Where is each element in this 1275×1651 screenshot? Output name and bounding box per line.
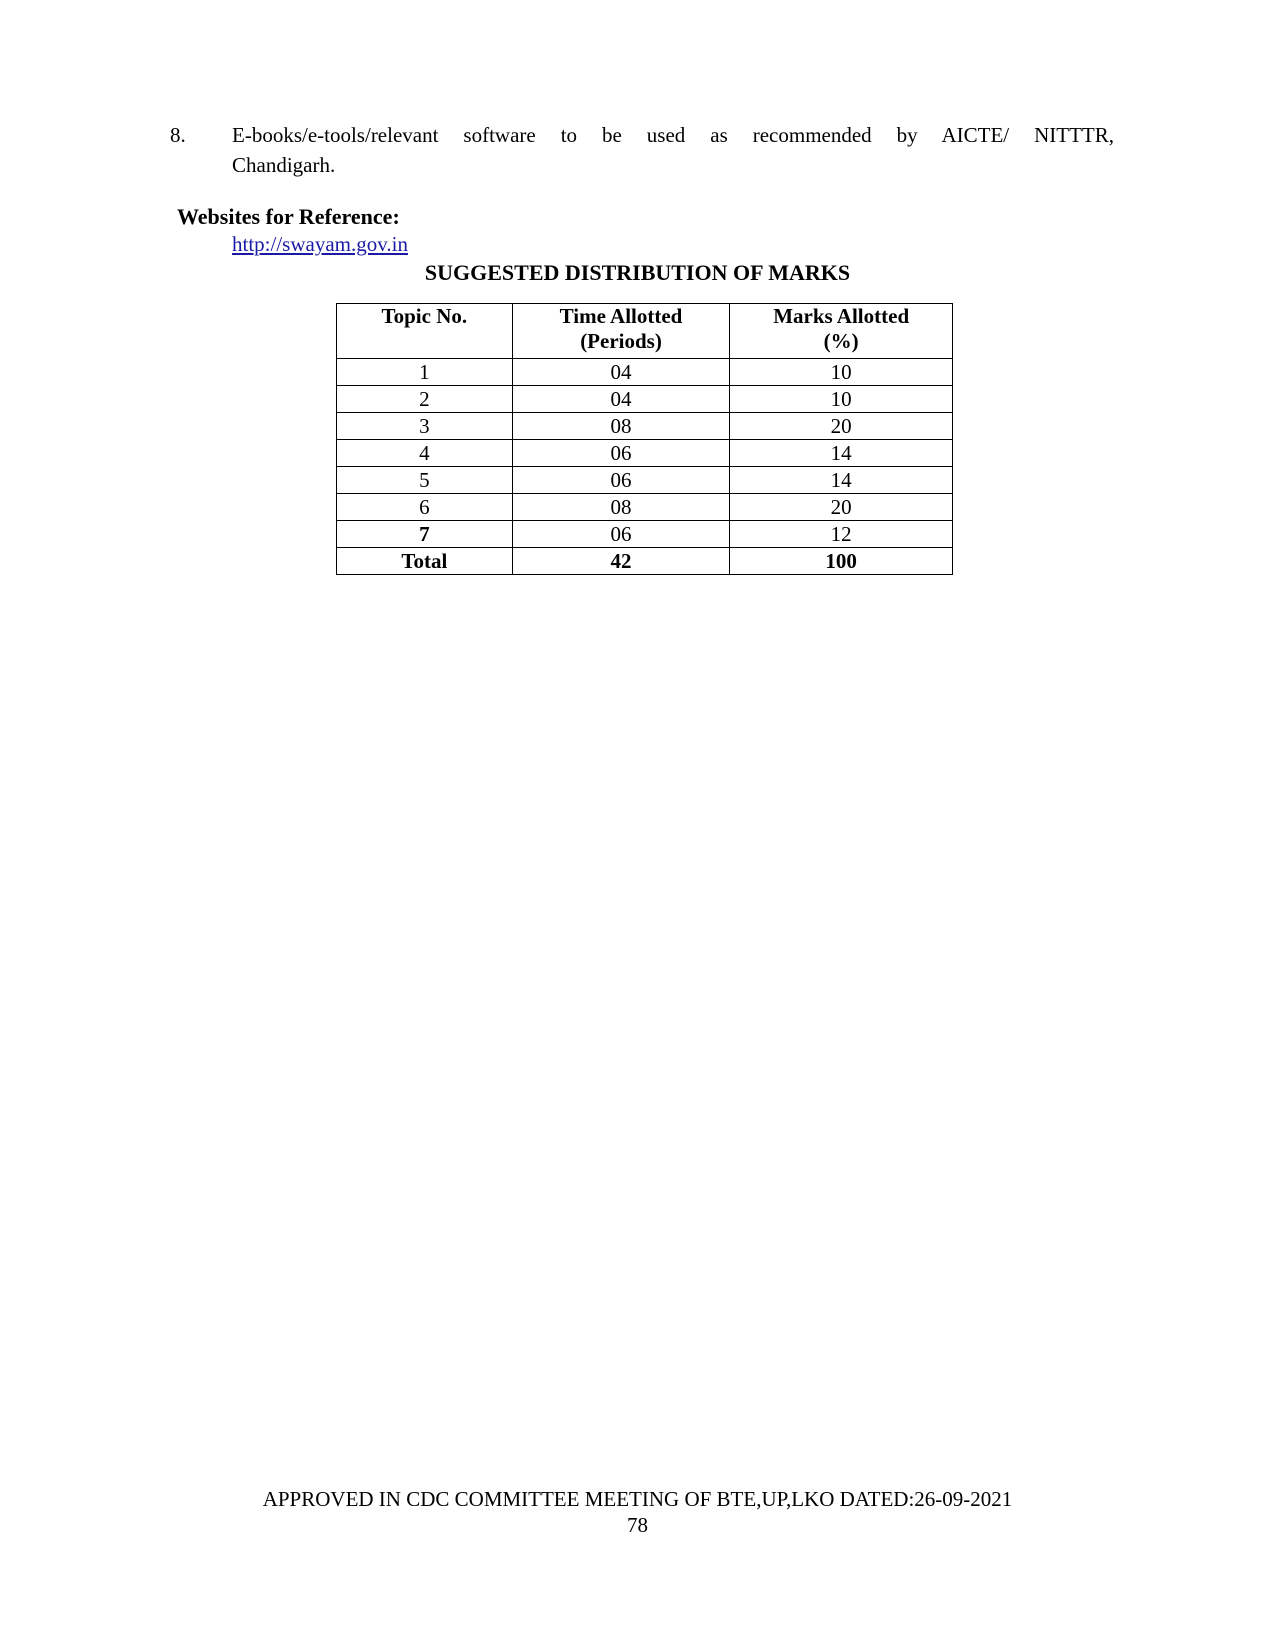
header-marks-line-1: Marks Allotted xyxy=(773,304,910,328)
time-cell: 06 xyxy=(512,521,730,548)
time-cell: 04 xyxy=(512,386,730,413)
marks-cell: 20 xyxy=(730,413,953,440)
list-item-line-1: E-books/e-tools/relevant software to be used as recommended by AICTE/ NITTTR, xyxy=(232,123,1114,147)
table-row xyxy=(337,359,953,386)
table-row xyxy=(337,386,953,413)
header-time-line-2: (Periods) xyxy=(580,329,662,353)
table-row xyxy=(337,467,953,494)
header-time-line-1: Time Allotted xyxy=(559,304,683,328)
header-topic-no xyxy=(337,304,513,359)
total-label: Total xyxy=(337,548,513,575)
total-time: 42 xyxy=(512,548,730,575)
header-time-allotted xyxy=(512,304,730,359)
table-row xyxy=(337,521,953,548)
time-cell: 08 xyxy=(512,494,730,521)
marks-cell: 10 xyxy=(730,359,953,386)
topic-cell: 7 xyxy=(337,521,513,548)
marks-distribution-table xyxy=(336,303,953,575)
header-marks-line-2: (%) xyxy=(823,329,859,353)
swayam-link[interactable]: http://swayam.gov.in xyxy=(232,232,408,256)
topic-cell: 3 xyxy=(337,413,513,440)
table-row xyxy=(337,494,953,521)
table-header-row xyxy=(337,304,953,359)
marks-cell: 20 xyxy=(730,494,953,521)
marks-cell: 14 xyxy=(730,467,953,494)
list-item-text xyxy=(232,120,1114,180)
table-title: SUGGESTED DISTRIBUTION OF MARKS xyxy=(424,260,851,285)
header-marks-allotted xyxy=(730,304,953,359)
time-cell: 08 xyxy=(512,413,730,440)
time-cell: 06 xyxy=(512,440,730,467)
topic-cell: 4 xyxy=(337,440,513,467)
list-item-8 xyxy=(170,120,1114,180)
list-number: 8. xyxy=(170,123,186,147)
approval-footer: APPROVED IN CDC COMMITTEE MEETING OF BTE,UP,LKO DATED:26-09-2021 xyxy=(262,1487,1013,1511)
total-marks: 100 xyxy=(730,548,953,575)
table-row xyxy=(337,413,953,440)
marks-cell: 10 xyxy=(730,386,953,413)
topic-cell: 2 xyxy=(337,386,513,413)
header-topic-no-label: Topic No. xyxy=(381,304,468,328)
time-cell: 06 xyxy=(512,467,730,494)
references-heading: Websites for Reference: xyxy=(177,204,400,229)
marks-cell: 12 xyxy=(730,521,953,548)
table-row xyxy=(337,440,953,467)
table-total-row xyxy=(337,548,953,575)
page-number: 78 xyxy=(627,1513,648,1537)
topic-cell: 1 xyxy=(337,359,513,386)
list-item-line-2: Chandigarh. xyxy=(232,153,336,177)
marks-cell: 14 xyxy=(730,440,953,467)
topic-cell: 6 xyxy=(337,494,513,521)
topic-cell: 5 xyxy=(337,467,513,494)
time-cell: 04 xyxy=(512,359,730,386)
